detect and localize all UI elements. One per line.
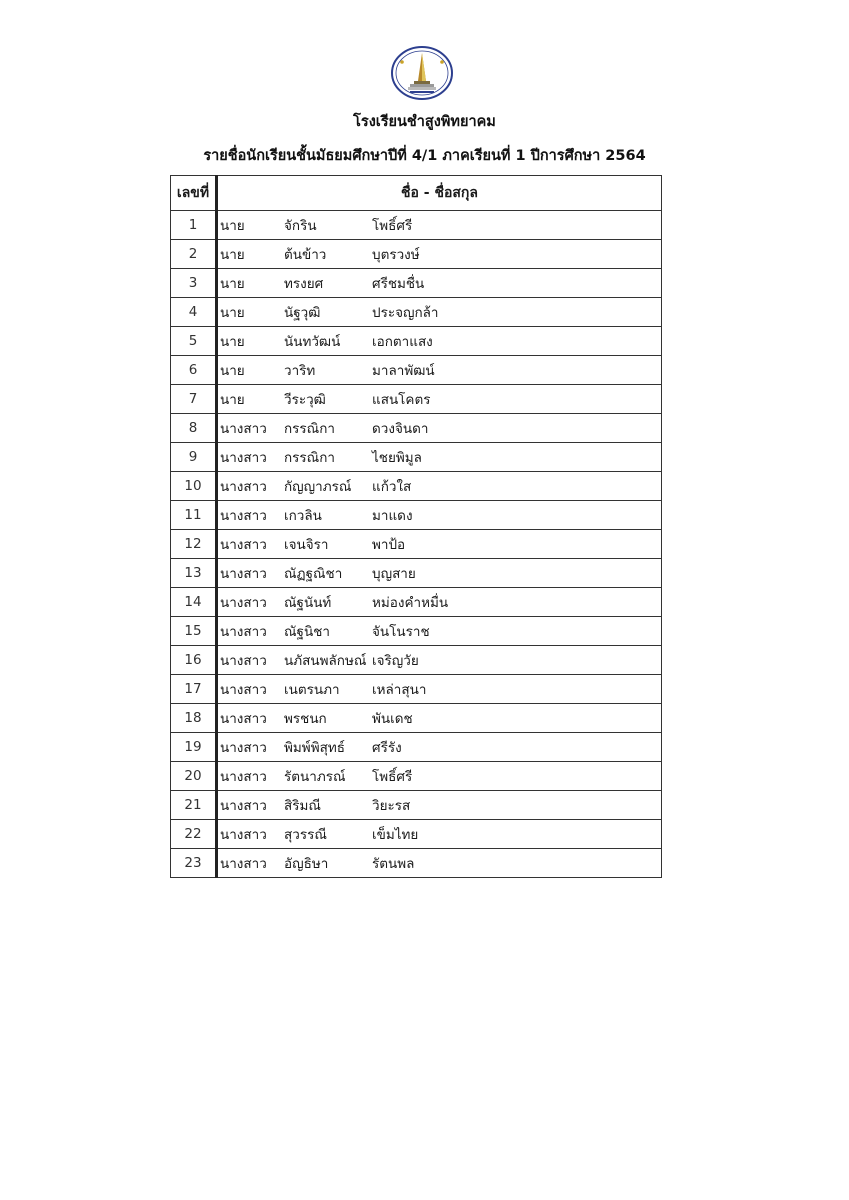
student-name-cell — [217, 298, 662, 327]
first-name: นภัสนพลักษณ์ — [284, 653, 367, 669]
table-row — [171, 762, 662, 791]
last-name: เข็มไทย — [372, 827, 419, 843]
name-prefix: นางสาว — [220, 421, 267, 437]
first-name: ทรงยศ — [284, 276, 324, 292]
name-prefix: นาย — [220, 218, 245, 234]
student-number: 19 — [171, 733, 217, 762]
student-number: 20 — [171, 762, 217, 791]
first-name: อัญธิษา — [284, 856, 329, 872]
first-name: กัญญาภรณ์ — [284, 479, 352, 495]
student-roster-table — [170, 175, 662, 878]
name-prefix: นางสาว — [220, 682, 267, 698]
table-row — [171, 385, 662, 414]
student-number: 11 — [171, 501, 217, 530]
table-row — [171, 356, 662, 385]
name-prefix: นางสาว — [220, 798, 267, 814]
student-number: 15 — [171, 617, 217, 646]
table-row — [171, 820, 662, 849]
table-row — [171, 269, 662, 298]
table-row — [171, 559, 662, 588]
name-prefix: นางสาว — [220, 711, 267, 727]
table-row — [171, 733, 662, 762]
first-name: วาริท — [284, 363, 316, 379]
student-number: 17 — [171, 675, 217, 704]
last-name: รัตนพล — [372, 856, 415, 872]
name-prefix: นางสาว — [220, 624, 267, 640]
student-name-cell — [217, 269, 662, 298]
table-row — [171, 414, 662, 443]
first-name: ต้นข้าว — [284, 247, 327, 263]
table-row — [171, 617, 662, 646]
table-row — [171, 501, 662, 530]
first-name: สุวรรณี — [284, 827, 327, 843]
name-prefix: นาย — [220, 276, 245, 292]
table-body — [171, 211, 662, 878]
last-name: จันโนราช — [372, 624, 430, 640]
student-number: 8 — [171, 414, 217, 443]
table-row — [171, 791, 662, 820]
table-row — [171, 298, 662, 327]
student-name-cell — [217, 356, 662, 385]
student-number: 12 — [171, 530, 217, 559]
student-number: 13 — [171, 559, 217, 588]
student-number: 4 — [171, 298, 217, 327]
student-number: 6 — [171, 356, 217, 385]
table-row — [171, 240, 662, 269]
first-name: เกวลิน — [284, 508, 322, 524]
student-number: 5 — [171, 327, 217, 356]
student-number: 22 — [171, 820, 217, 849]
student-number: 23 — [171, 849, 217, 878]
student-number: 2 — [171, 240, 217, 269]
last-name: ศรีชมชื่น — [372, 276, 425, 292]
name-prefix: นางสาว — [220, 653, 267, 669]
first-name: นัฐวุฒิ — [284, 305, 321, 321]
name-prefix: นาย — [220, 334, 245, 350]
first-name: นันทวัฒน์ — [284, 334, 341, 350]
first-name: พรชนก — [284, 711, 327, 727]
last-name: โพธิ์ศรี — [372, 218, 413, 234]
table-row — [171, 211, 662, 240]
student-name-cell — [217, 240, 662, 269]
last-name: พาป้อ — [372, 537, 406, 553]
table-row — [171, 675, 662, 704]
student-number: 9 — [171, 443, 217, 472]
student-number: 10 — [171, 472, 217, 501]
student-name-cell — [217, 501, 662, 530]
name-prefix: นางสาว — [220, 769, 267, 785]
first-name: ณัฐนิชา — [284, 624, 330, 640]
student-number: 16 — [171, 646, 217, 675]
table-header-row — [171, 176, 662, 211]
student-name-cell — [217, 327, 662, 356]
table-row — [171, 588, 662, 617]
student-name-cell — [217, 820, 662, 849]
name-prefix: นางสาว — [220, 479, 267, 495]
last-name: ไชยพิมูล — [372, 450, 422, 466]
first-name: สิริมณี — [284, 798, 321, 814]
last-name: มาลาพัฒน์ — [372, 363, 435, 379]
last-name: มาแดง — [372, 508, 413, 524]
last-name: ดวงจินดา — [372, 421, 429, 437]
student-name-cell — [217, 530, 662, 559]
student-name-cell — [217, 849, 662, 878]
school-name: โรงเรียนชำสูงพิทยาคม — [353, 114, 496, 130]
student-number: 3 — [171, 269, 217, 298]
name-prefix: นางสาว — [220, 740, 267, 756]
last-name: ประจญกล้า — [372, 305, 439, 321]
student-number: 7 — [171, 385, 217, 414]
first-name: เจนจิรา — [284, 537, 329, 553]
table-row — [171, 327, 662, 356]
name-prefix: นางสาว — [220, 537, 267, 553]
student-name-cell — [217, 385, 662, 414]
first-name: กรรณิกา — [284, 421, 335, 437]
first-name: ณัฏฐณิชา — [284, 566, 343, 582]
document-subtitle: รายชื่อนักเรียนชั้นมัธยมศึกษาปีที่ 4/1 ภาคเรียนที่ 1 ปีการศึกษา 2564 — [203, 148, 646, 164]
name-prefix: นาย — [220, 247, 245, 263]
table-row — [171, 530, 662, 559]
table-row — [171, 472, 662, 501]
student-name-cell — [217, 646, 662, 675]
school-logo — [390, 45, 454, 101]
student-name-cell — [217, 211, 662, 240]
first-name: รัตนาภรณ์ — [284, 769, 346, 785]
header-name: ชื่อ - ชื่อสกุล — [217, 176, 662, 211]
last-name: เหล่าสุนา — [372, 682, 427, 698]
student-name-cell — [217, 472, 662, 501]
last-name: แก้วใส — [372, 479, 412, 495]
last-name: หม่องคำหมื่น — [372, 595, 449, 611]
header-number: เลขที่ — [171, 176, 217, 211]
last-name: บุญสาย — [372, 566, 416, 582]
student-name-cell — [217, 617, 662, 646]
first-name: เนตรนภา — [284, 682, 340, 698]
table-row — [171, 704, 662, 733]
name-prefix: นาย — [220, 305, 245, 321]
last-name: บุตรวงษ์ — [372, 247, 420, 263]
name-prefix: นาย — [220, 392, 245, 408]
last-name: โพธิ์ศรี — [372, 769, 413, 785]
name-prefix: นางสาว — [220, 508, 267, 524]
first-name: กรรณิกา — [284, 450, 335, 466]
student-name-cell — [217, 762, 662, 791]
student-number: 1 — [171, 211, 217, 240]
last-name: ศรีรัง — [372, 740, 402, 756]
first-name: ณัฐนันท์ — [284, 595, 332, 611]
name-prefix: นางสาว — [220, 595, 267, 611]
name-prefix: นางสาว — [220, 450, 267, 466]
first-name: วีระวุฒิ — [284, 392, 326, 408]
last-name: แสนโคตร — [372, 392, 431, 408]
student-name-cell — [217, 443, 662, 472]
last-name: เจริญวัย — [372, 653, 419, 669]
name-prefix: นาย — [220, 363, 245, 379]
table-row — [171, 849, 662, 878]
name-prefix: นางสาว — [220, 856, 267, 872]
table-row — [171, 646, 662, 675]
student-number: 18 — [171, 704, 217, 733]
student-name-cell — [217, 414, 662, 443]
last-name: วิยะรส — [372, 798, 411, 814]
last-name: เอกตาแสง — [372, 334, 433, 350]
student-number: 14 — [171, 588, 217, 617]
name-prefix: นางสาว — [220, 566, 267, 582]
student-number: 21 — [171, 791, 217, 820]
student-name-cell — [217, 704, 662, 733]
student-name-cell — [217, 588, 662, 617]
first-name: จักริน — [284, 218, 317, 234]
student-name-cell — [217, 791, 662, 820]
student-name-cell — [217, 559, 662, 588]
table-row — [171, 443, 662, 472]
last-name: พันเดช — [372, 711, 413, 727]
student-name-cell — [217, 733, 662, 762]
first-name: พิมพ์พิสุทธ์ — [284, 740, 345, 756]
name-prefix: นางสาว — [220, 827, 267, 843]
student-name-cell — [217, 675, 662, 704]
